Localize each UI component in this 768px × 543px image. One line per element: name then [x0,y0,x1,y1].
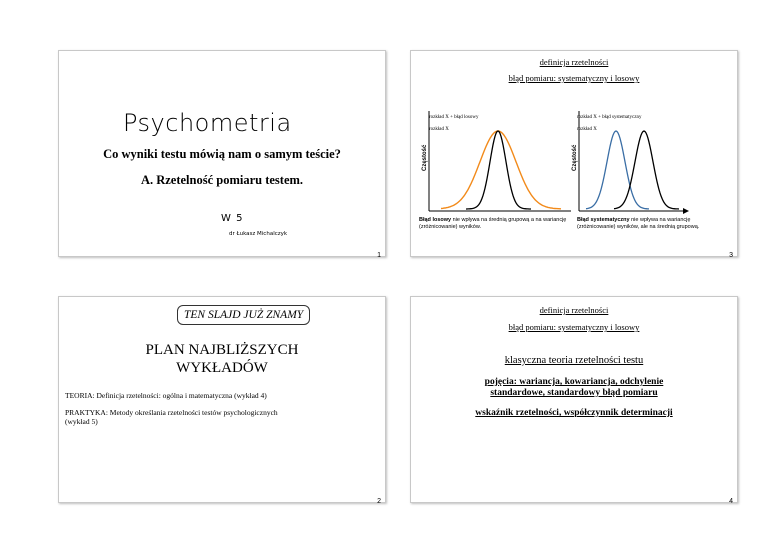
caption-random-error-bold: Błąd losowy [419,217,452,223]
slide-4 [410,296,738,503]
plan-title-line1: PLAN NAJBLIŻSZYCH [145,342,299,358]
page-number: 2 [377,498,381,505]
slide-subtitle-question: Co wyniki testu mówią nam o samym teście? [103,147,341,161]
legend-systematic-error: rozkład X + błąd systematyczny [577,115,642,120]
caption-random-error-text: nie wpływa na średnią grupową a na wariancję (zróżnicowanie) wyników. [419,217,567,230]
slide-heading: definicja rzetelności [539,57,609,67]
slide-title: Psychometria [123,109,292,137]
page-number: 1 [377,252,381,259]
slide-1 [58,50,386,257]
left-base-curve [466,131,531,209]
caption-systematic-error-text: nie wpływa na wariancję (zróżnicowanie) wyników, ale na średnią grupową. [577,217,700,230]
caption-random-error [419,217,569,231]
slide-subheading: błąd pomiaru: systematyczny i losowy [508,73,640,83]
plan-title-line2: WYKŁADÓW [176,360,268,376]
slide-2 [58,296,386,503]
known-slide-badge: TEN SLAJD JUŻ ZNAMY [177,305,310,325]
right-base-curve [614,131,679,209]
author-name: dr Łukasz Michalczyk [229,231,288,237]
caption-systematic-error-bold: Błąd systematyczny [577,217,630,223]
concepts-line1: pojęcia: wariancja, kowariancja, odchylenie [484,377,664,387]
caption-systematic-error [577,217,705,231]
left-y-label: Częstość [422,144,428,171]
random-error-curve [441,131,561,209]
reliability-index-text: wskaźnik rzetelności, współczynnik determinacji [475,408,673,418]
concepts-line2: standardowe, standardowy błąd pomiaru [490,388,658,398]
plan-title [59,341,385,377]
lecture-number: W 5 [221,213,244,224]
legend-random-error: rozkład X + błąd losowy [429,115,479,120]
x-axis-arrow-icon [683,208,689,214]
concepts-text [411,377,737,399]
slide-heading: definicja rzetelności [539,305,609,315]
slide-subtitle-topic: A. Rzetelność pomiaru testem. [140,173,304,187]
legend-base-right: rozkład X [577,127,597,132]
page-number: 3 [729,252,733,259]
classical-theory-heading: klasyczna teoria rzetelności testu [504,355,644,366]
practice-item: PRAKTYKA: Metody określania rzetelności testów psychologicznych (wykład 5) [65,408,278,426]
legend-base-left: rozkład X [429,127,449,132]
slide-subheading: błąd pomiaru: systematyczny i losowy [508,322,640,332]
right-y-label: Częstość [572,144,578,171]
theory-item: TEORIA: Definicja rzetelności: ogólna i matematyczna (wykład 4) [65,391,267,400]
slide-3 [410,50,738,257]
page-number: 4 [729,498,733,505]
